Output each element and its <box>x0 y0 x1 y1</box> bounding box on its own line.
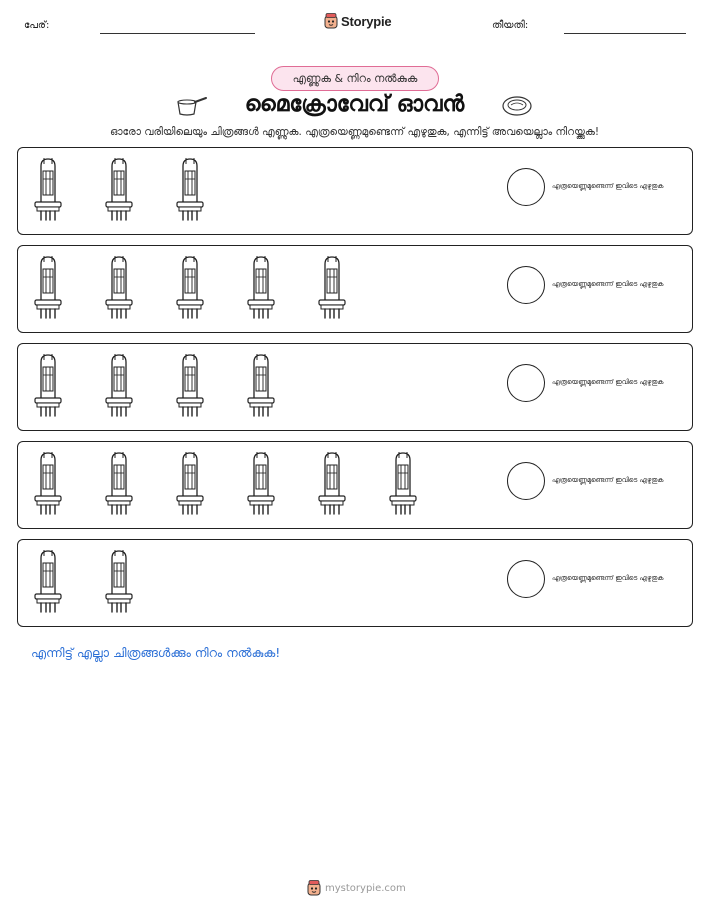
vacuum-tube-bulb-icon[interactable] <box>385 450 421 516</box>
counting-row <box>17 147 693 235</box>
footer-site: mystorypie.com <box>325 882 406 894</box>
vacuum-tube-bulb-icon[interactable] <box>101 254 137 320</box>
activity-badge-text: എണ്ണുക & നിറം നൽകുക <box>292 71 418 85</box>
answer-circle[interactable] <box>507 168 545 206</box>
page-title: മൈക്രോവേവ് ഓവൻ <box>244 92 465 117</box>
storypie-mascot-icon <box>324 13 338 29</box>
vacuum-tube-bulb-icon[interactable] <box>101 352 137 418</box>
storypie-mascot-icon <box>307 880 321 896</box>
name-line[interactable] <box>100 33 255 34</box>
vacuum-tube-bulb-icon[interactable] <box>101 548 137 614</box>
name-label: പേര്: <box>24 20 50 31</box>
vacuum-tube-bulb-icon[interactable] <box>243 254 279 320</box>
vacuum-tube-bulb-icon[interactable] <box>30 450 66 516</box>
vacuum-tube-bulb-icon[interactable] <box>243 352 279 418</box>
activity-badge <box>271 66 439 91</box>
answer-circle[interactable] <box>507 462 545 500</box>
brand-name: Storypie <box>341 13 392 29</box>
vacuum-tube-bulb-icon[interactable] <box>172 254 208 320</box>
vacuum-tube-bulb-icon[interactable] <box>314 254 350 320</box>
closing-instruction: എന്നിട്ട് എല്ലാ ചിത്രങ്ങൾക്കും നിറം നൽകുക! <box>31 645 281 660</box>
footer-brand <box>307 880 406 896</box>
answer-circle[interactable] <box>507 560 545 598</box>
vacuum-tube-bulb-icon[interactable] <box>172 352 208 418</box>
vacuum-tube-bulb-icon[interactable] <box>243 450 279 516</box>
answer-circle[interactable] <box>507 364 545 402</box>
date-line[interactable] <box>564 33 686 34</box>
answer-hint: എത്രയെണ്ണമുണ്ടെന്ന് ഇവിടെ എഴുതുക <box>552 280 664 288</box>
answer-hint: എത്രയെണ്ണമുണ്ടെന്ന് ഇവിടെ എഴുതുക <box>552 182 664 190</box>
vacuum-tube-bulb-icon[interactable] <box>30 156 66 222</box>
answer-hint: എത്രയെണ്ണമുണ്ടെന്ന് ഇവിടെ എഴുതുക <box>552 574 664 582</box>
answer-circle[interactable] <box>507 266 545 304</box>
vacuum-tube-bulb-icon[interactable] <box>101 156 137 222</box>
counting-row <box>17 441 693 529</box>
instruction-text: ഓരോ വരിയിലെയും ചിത്രങ്ങൾ എണ്ണുക. എത്രയെണ്ണമുണ്ടെന്ന് എഴുതുക, എന്നിട്ട് അവയെല്ലാം നിറയ്ക്കുക! <box>109 126 600 138</box>
vacuum-tube-bulb-icon[interactable] <box>101 450 137 516</box>
brand-logo <box>324 13 391 29</box>
vacuum-tube-bulb-icon[interactable] <box>172 156 208 222</box>
vacuum-tube-bulb-icon[interactable] <box>30 254 66 320</box>
counting-row <box>17 343 693 431</box>
date-label: തീയതി: <box>492 20 529 31</box>
vacuum-tube-bulb-icon[interactable] <box>172 450 208 516</box>
counting-row <box>17 539 693 627</box>
answer-hint: എത്രയെണ്ണമുണ്ടെന്ന് ഇവിടെ എഴുതുക <box>552 378 664 386</box>
vacuum-tube-bulb-icon[interactable] <box>314 450 350 516</box>
counting-row <box>17 245 693 333</box>
vacuum-tube-bulb-icon[interactable] <box>30 352 66 418</box>
title-row <box>0 92 709 122</box>
answer-hint: എത്രയെണ്ണമുണ്ടെന്ന് ഇവിടെ എഴുതുക <box>552 476 664 484</box>
vacuum-tube-bulb-icon[interactable] <box>30 548 66 614</box>
plate-icon <box>501 94 533 118</box>
